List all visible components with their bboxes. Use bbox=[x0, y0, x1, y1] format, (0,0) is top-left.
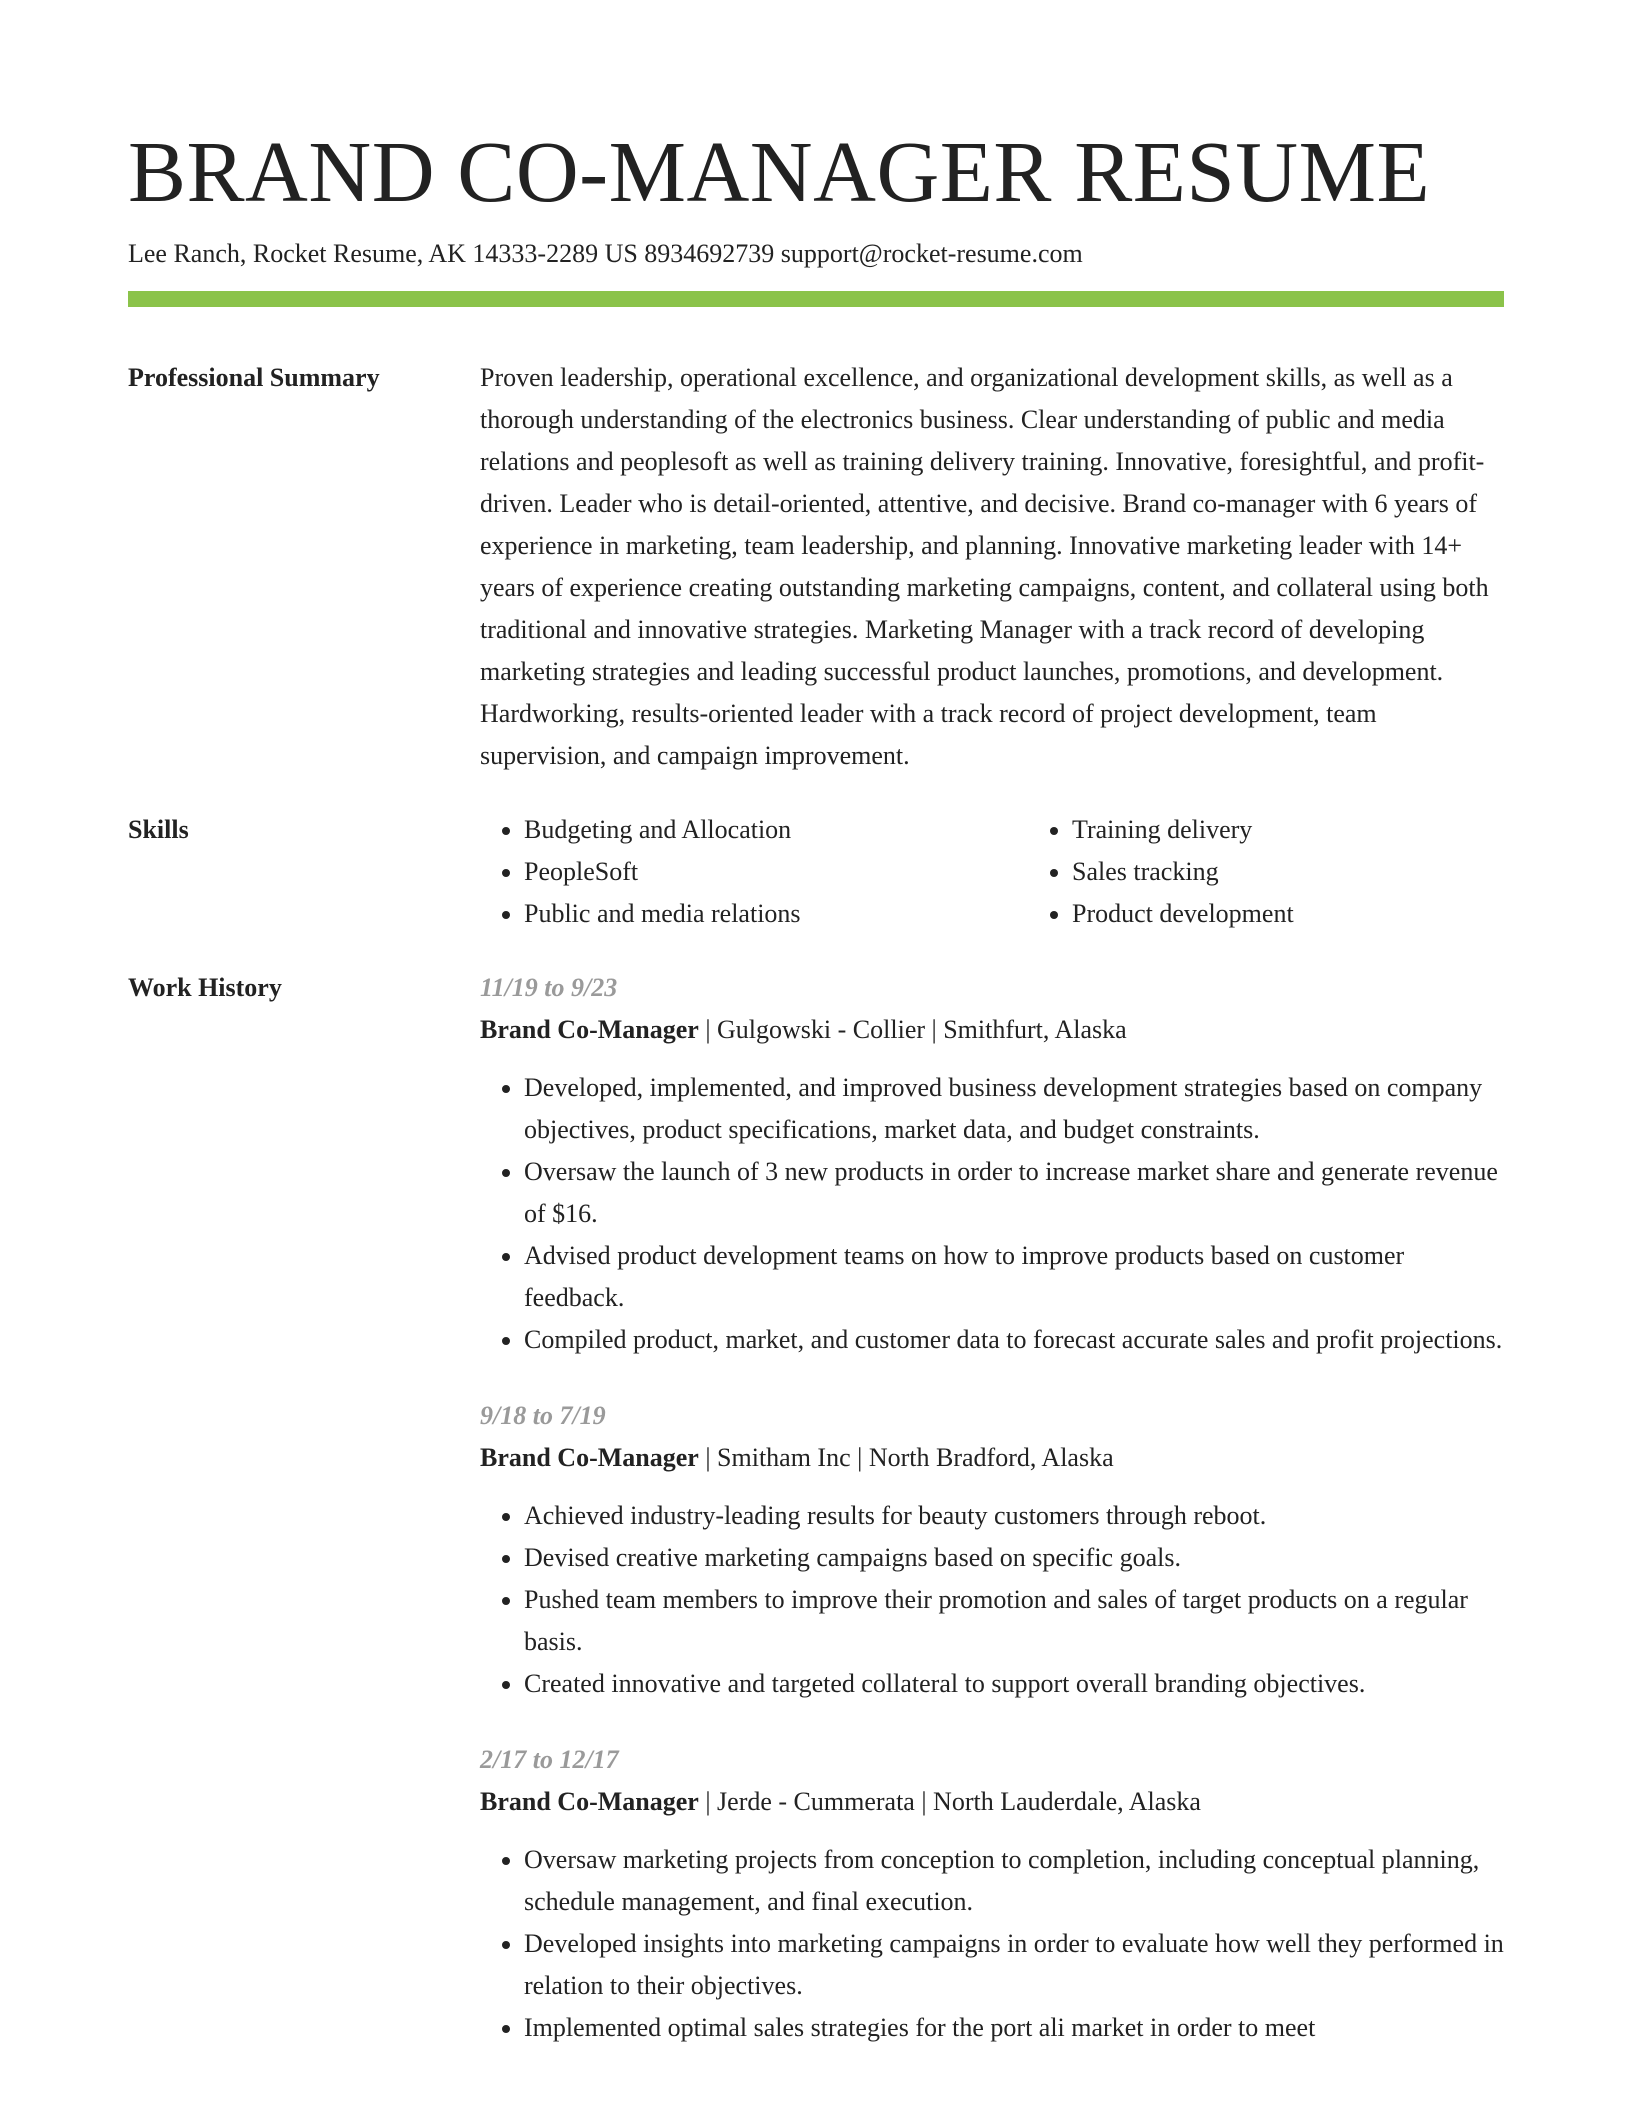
job-dates: 2/17 to 12/17 bbox=[480, 1745, 619, 1774]
skill-item: • Training delivery bbox=[1072, 809, 1576, 851]
job-bullet: • Achieved industry-leading results for beauty customers through reboot. bbox=[524, 1495, 1504, 1537]
job-bullet-list bbox=[480, 1067, 1504, 1361]
job-entry bbox=[480, 967, 1504, 1361]
job-bullet: • Developed, implemented, and improved business development strategies based on company objectives, product specifications, market data, and budget constraints. bbox=[524, 1067, 1504, 1151]
job-heading bbox=[480, 1437, 1504, 1479]
job-dates: 9/18 to 7/19 bbox=[480, 1401, 606, 1430]
job-employer-location: | Jerde - Cummerata | North Lauderdale, Alaska bbox=[698, 1787, 1201, 1816]
job-title: Brand Co-Manager bbox=[480, 1443, 699, 1472]
summary-text: Proven leadership, operational excellence, and organizational development skills, as well as a thorough understanding of the electronics business. Clear understanding of public and media relations and peoplesoft as well as training delivery training. Innovative, foresightful, and profit-driven. Leader who is detail-oriented, attentive, and decisive. Brand co-manager with 6 years of experience in marketing, team leadership, and planning. Innovative marketing leader with 14+ years of experience creating outstanding marketing campaigns, content, and collateral using both traditional and innovative strategies. Marketing Manager with a track record of developing marketing strategies and leading successful product launches, promotions, and development. Hardworking, results-oriented leader with a track record of project development, team supervision, and campaign improvement. bbox=[480, 363, 1489, 770]
skill-item: • Budgeting and Allocation bbox=[524, 809, 1028, 851]
job-bullet: • Devised creative marketing campaigns based on specific goals. bbox=[524, 1537, 1504, 1579]
job-bullet-list bbox=[480, 1495, 1504, 1705]
job-bullet: • Implemented optimal sales strategies for the port ali market in order to meet bbox=[524, 2007, 1504, 2049]
job-bullet: • Oversaw marketing projects from conception to completion, including conceptual planning, schedule management, and final execution. bbox=[524, 1839, 1504, 1923]
skills-column-left bbox=[480, 809, 1028, 935]
section-heading-skills: Skills bbox=[128, 815, 189, 844]
job-bullet: • Created innovative and targeted collateral to support overall branding objectives. bbox=[524, 1663, 1504, 1705]
job-heading bbox=[480, 1781, 1504, 1823]
job-bullet: • Compiled product, market, and customer data to forecast accurate sales and profit projections. bbox=[524, 1319, 1504, 1361]
contact-info: Lee Ranch, Rocket Resume, AK 14333-2289 US 8934692739 support@rocket-resume.com bbox=[128, 239, 1083, 268]
section-heading-work-history: Work History bbox=[128, 973, 282, 1002]
skill-item: • Public and media relations bbox=[524, 893, 1028, 935]
job-bullet-list bbox=[480, 1839, 1504, 2049]
skill-item: • PeopleSoft bbox=[524, 851, 1028, 893]
job-bullet: • Developed insights into marketing campaigns in order to evaluate how well they performed in relation to their objectives. bbox=[524, 1923, 1504, 2007]
section-heading-summary: Professional Summary bbox=[128, 363, 380, 392]
resume-page bbox=[128, 0, 1504, 2083]
skill-item: • Sales tracking bbox=[1072, 851, 1576, 893]
accent-divider bbox=[128, 291, 1504, 307]
job-heading bbox=[480, 1009, 1504, 1051]
job-title: Brand Co-Manager bbox=[480, 1015, 699, 1044]
job-employer-location: | Gulgowski - Collier | Smithfurt, Alaska bbox=[698, 1015, 1127, 1044]
skill-item: • Product development bbox=[1072, 893, 1576, 935]
job-dates: 11/19 to 9/23 bbox=[480, 973, 618, 1002]
job-employer-location: | Smitham Inc | North Bradford, Alaska bbox=[698, 1443, 1114, 1472]
job-bullet: • Advised product development teams on how to improve products based on customer feedback. bbox=[524, 1235, 1504, 1319]
work-history-section bbox=[128, 967, 1504, 2083]
job-bullet: • Pushed team members to improve their promotion and sales of target products on a regular basis. bbox=[524, 1579, 1504, 1663]
resume-title: BRAND CO-MANAGER RESUME bbox=[128, 123, 1431, 220]
skills-column-right bbox=[1028, 809, 1576, 935]
job-title: Brand Co-Manager bbox=[480, 1787, 699, 1816]
job-entry bbox=[480, 1395, 1504, 1705]
professional-summary-section bbox=[128, 357, 1504, 777]
job-entry bbox=[480, 1739, 1504, 2049]
job-bullet: • Oversaw the launch of 3 new products in order to increase market share and generate revenue of $16. bbox=[524, 1151, 1504, 1235]
skills-section bbox=[128, 809, 1504, 935]
skills-grid bbox=[480, 809, 1576, 935]
